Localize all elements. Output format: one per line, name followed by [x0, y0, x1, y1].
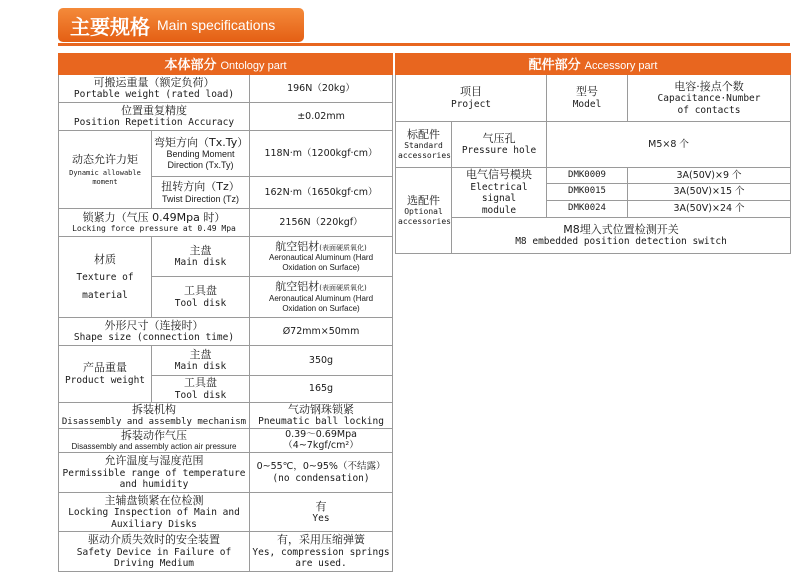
capacitance-cell: 3A(50V)×15 个 [628, 183, 791, 200]
payload-value: 196N（20kg） [250, 74, 393, 102]
twist-direction-value: 162N·m（1650kgf·cm） [250, 176, 393, 208]
col-model: 型号 Model [547, 74, 628, 121]
table-row [59, 130, 393, 176]
twist-direction-label: 扭转方向（Tz） Twist Direction (Tz) [152, 176, 250, 208]
table-row [59, 493, 393, 532]
weight-main-disk-value: 350g [250, 345, 393, 375]
table-row [59, 208, 393, 236]
bending-moment-value: 118N·m（1200kgf·cm） [250, 130, 393, 176]
lock-inspection-label: 主辅盘锁紧在位检测 Locking Inspection of Main and Auxiliary Disks [59, 493, 250, 532]
section-title-banner [58, 8, 304, 42]
weight-main-disk-label: 主盘 Main disk [152, 345, 250, 375]
section-title-cn: 主要规格 [70, 14, 150, 39]
material-label: 材质 Texture of material [59, 236, 152, 317]
table-row [59, 317, 393, 345]
detection-switch-cell: M8埋入式位置检测开关 M8 embedded position detection switch [452, 217, 791, 253]
model-cell: DMK0024 [547, 200, 628, 217]
table-row [59, 345, 393, 375]
accessory-title-cn: 配件部分 [528, 58, 581, 73]
ontology-header-row [59, 54, 393, 75]
ontology-header [59, 54, 393, 75]
payload-label: 可搬运重量（额定负荷） Portable weight (rated load) [59, 74, 250, 102]
model-cell: DMK0015 [547, 183, 628, 200]
mechanism-label: 拆装机构 Disassembly and assembly mechanism [59, 402, 250, 428]
shape-size-label: 外形尺寸（连接时） Shape size (connection time) [59, 317, 250, 345]
ontology-title-en: Ontology part [220, 60, 287, 72]
signal-module-label: 电气信号模块 Electrical signal module [452, 167, 547, 217]
accessory-column-headers [396, 74, 791, 121]
repeat-accuracy-label: 位置重复精度 Position Repetition Accuracy [59, 102, 250, 130]
accessory-spec-table [395, 53, 791, 254]
table-row [59, 236, 393, 276]
shape-size-value: Ø72mm×50mm [250, 317, 393, 345]
table-row [396, 217, 791, 253]
material-tool-disk-label: 工具盘 Tool disk [152, 276, 250, 317]
locking-force-value: 2156N（220kgf） [250, 208, 393, 236]
ontology-spec-table [58, 53, 393, 572]
table-row [59, 428, 393, 452]
pressure-hole-value: M5×8 个 [547, 121, 791, 167]
material-main-disk-label: 主盘 Main disk [152, 236, 250, 276]
col-capacitance: 电容·接点个数 Capacitance·Number of contacts [628, 74, 791, 121]
repeat-accuracy-value: ±0.02mm [250, 102, 393, 130]
lock-inspection-value: 有 Yes [250, 493, 393, 532]
table-row [59, 402, 393, 428]
material-main-disk-value: 航空铝材(表面硬质氧化) Aeronautical Aluminum (Hard Oxidation on Surface) [250, 236, 393, 276]
accessory-header [396, 54, 791, 75]
table-row [59, 74, 393, 102]
action-air-pressure-label: 拆装动作气压 Disassembly and assembly action air pressure [59, 428, 250, 452]
material-tool-disk-value: 航空铝材(表面硬质氧化) Aeronautical Aluminum (Hard Oxidation on Surface) [250, 276, 393, 317]
capacitance-cell: 3A(50V)×9 个 [628, 167, 791, 183]
product-weight-label: 产品重量 Product weight [59, 345, 152, 402]
action-air-pressure-value: 0.39～0.69Mpa（4~7kgf/cm²） [250, 428, 393, 452]
pressure-hole-label: 气压孔 Pressure hole [452, 121, 547, 167]
model-cell: DMK0009 [547, 167, 628, 183]
accessory-title-en: Accessory part [584, 60, 658, 72]
ontology-title-cn: 本体部分 [164, 58, 217, 73]
table-row [396, 167, 791, 183]
temperature-humidity-label: 允许温度与湿度范围 Permissible range of temperature and humidity [59, 453, 250, 493]
standard-accessories-label: 标配件 Standard accessories [396, 121, 452, 167]
table-row [59, 102, 393, 130]
temperature-humidity-value: 0~55℃，0~95%（不结露） (no condensation) [250, 453, 393, 493]
safety-device-value: 有，采用压缩弹簧 Yes, compression springs are used. [250, 532, 393, 572]
safety-device-label: 驱动介质失效时的安全装置 Safety Device in Failure of Driving Medium [59, 532, 250, 572]
optional-accessories-label: 选配件 Optional accessories [396, 167, 452, 253]
mechanism-value: 气动钢珠锁紧 Pneumatic ball locking [250, 402, 393, 428]
table-row [396, 121, 791, 167]
table-row [59, 532, 393, 572]
title-divider [58, 43, 790, 46]
locking-force-label: 锁紧力（气压 0.49Mpa 时） Locking force pressure at 0.49 Mpa [59, 208, 250, 236]
capacitance-cell: 3A(50V)×24 个 [628, 200, 791, 217]
weight-tool-disk-value: 165g [250, 375, 393, 402]
bending-moment-label: 弯矩方向（Tx.Ty） Bending Moment Direction (Tx.Ty) [152, 130, 250, 176]
dynamic-moment-label: 动态允许力矩 Dynamic allowable moment [59, 130, 152, 208]
accessory-header-row [396, 54, 791, 75]
section-title-en: Main specifications [157, 17, 276, 33]
table-row [59, 453, 393, 493]
weight-tool-disk-label: 工具盘 Tool disk [152, 375, 250, 402]
col-project: 项目 Project [396, 74, 547, 121]
